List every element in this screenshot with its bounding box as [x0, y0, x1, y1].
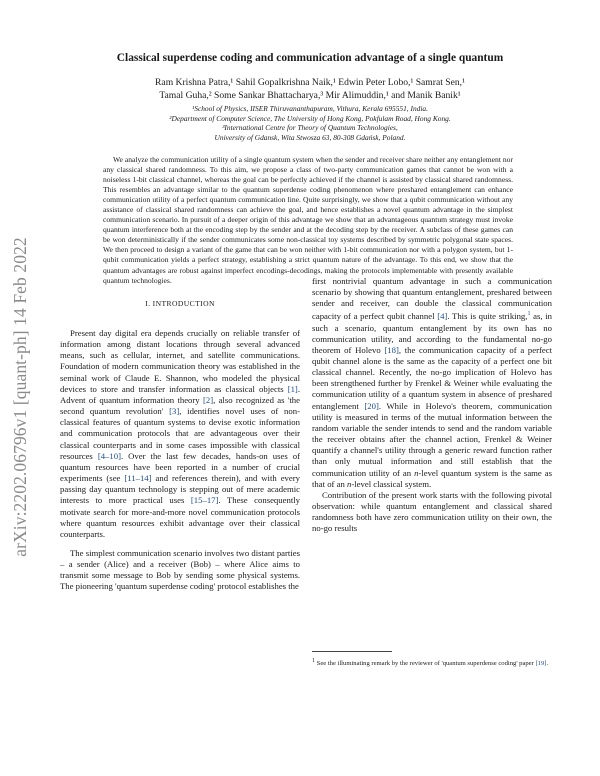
citation-link[interactable]: [15–17]: [190, 495, 219, 506]
citation-link[interactable]: [20]: [364, 400, 379, 411]
footnote: $^1$ See the illuminating remark by the reviewer of 'quantum superdense coding' paper [19].: [312, 658, 549, 668]
footnote-divider: [312, 651, 392, 652]
affiliation: ²Department of Computer Science, The University of Hong Kong, Pokfulam Road, Hong Kong.: [169, 113, 451, 123]
author-line: Tamal Guha,² Some Sankar Bhattacharya,³ Mir Alimuddin,¹ and Manik Banik¹: [159, 90, 461, 101]
citation-link[interactable]: [4–10]: [97, 450, 121, 461]
citation-link[interactable]: [19]: [535, 660, 547, 668]
affiliations: [80, 104, 540, 142]
paper-title: Classical superdense coding and communication advantage of a single quantum: [116, 52, 504, 64]
intro-paragraph: The simplest communication scenario involves two distant parties – a sender (Alice) and a receiver (Bob) – where Alice aims to transmit some message to Bob by sending some physical systems. The pioneering 'quantum superdense coding' protocol establishes the: [60, 547, 300, 592]
section-heading-introduction: I. INTRODUCTION: [145, 299, 215, 308]
affiliation: ¹School of Physics, IISER Thiruvananthapuram, Vithura, Kerala 695551, India.: [192, 104, 428, 113]
citation-link[interactable]: [2]: [202, 394, 214, 405]
affiliation: ³International Centre for Theory of Quantum Technologies,: [222, 123, 398, 133]
author-list: [80, 76, 540, 102]
citation-link[interactable]: [4]: [437, 311, 448, 322]
citation-link[interactable]: [18]: [384, 344, 399, 355]
footnote-marker[interactable]: 1: [527, 311, 531, 318]
affiliation: University of Gdansk, Wita Stwosza 63, 80-308 Gdańsk, Poland.: [214, 132, 406, 142]
intro-paragraph: Contribution of the present work starts with the following pivotal observation: while quantum entanglement and classical shared randomness both have zero communication utility on their own, the no-go results: [312, 489, 552, 534]
arxiv-identifier[interactable]: arXiv:2202.06796v1 [quant-ph] 14 Feb 2022: [10, 237, 30, 557]
intro-paragraph: first nontrivial quantum advantage in such a communication scenario by showing that quantum entanglement, preshared between sender and receiver, can double the classical communication capacity of a perfect qubit channel [4]. This is quite striking,$^1$ as, in such a scenario, quantum entanglement by its own has no communication utility, and according to the fundamental no-go theorem of Holevo [18], the communication capacity of a perfect qubit channel alone is the same as the capacity of a perfect one bit classical channel. Recently, the no-go implication of Holevo has been strengthened further by Frenkel & Weiner while evaluating the communication utility of a quantum system in absence of preshared entanglement [20]. While in Holevo's theorem, communication utility is measured in terms of the mutual information between the random variable the sender intends to send and the random variable the receiver obtains after the channel action, Frenkel & Weiner quantify a channel's utility through a generic reward function rather than only mutual information and still establish that the communication utility of an n-level quantum system is the same as that of an n-level classical system.: [312, 276, 553, 489]
intro-right-column: [312, 276, 552, 534]
author-line: Ram Krishna Patra,¹ Sahil Gopalkrishna Naik,¹ Edwin Peter Lobo,¹ Samrat Sen,¹: [155, 77, 465, 88]
citation-link[interactable]: [11–14]: [124, 473, 152, 484]
citation-link[interactable]: [1]: [287, 383, 298, 394]
citation-link[interactable]: [3]: [169, 406, 180, 417]
intro-left-column: [60, 328, 300, 593]
abstract: We analyze the communication utility of a single quantum system when the sender and receiver share neither any entanglement nor any classical shared randomness. To this aim, we propose a class of two-party communication games that cannot be won with a noiseless 1-bit classical channel, whereas the goal can be perfectly achieved if the channel is assisted by classical shared randomness. This resembles an advantage similar to the quantum superdense coding phenomenon where preshared entanglement can enhance communication utility of a perfect quantum communication line. Quite surprisingly, we show that a qubit communication without any assistance of classical shared randomness can achieve the goal, and hence establishes a novel quantum advantage in the simplest communication scenario. In pursuit of a deeper origin of this advantage we show that an advantageous quantum strategy must invoke quantum interference both at the encoding step by the sender and at the decoding step by the receiver. A subclass of these games can be won deterministically if the sender communicates some non-classical toy systems described by symmetric polygonal state spaces. We then proceed to design a variant of the game that can be won neither with 1-bit communication nor with a polygon system, but 1-qubit communication yields a perfect strategy, establishing a strict quantum nature of the advantage. To this end, we show that the quantum advantages are robust against imperfect encodings-decodings, making the protocols implementable with presently available quantum technologies.: [103, 155, 513, 285]
intro-paragraph: Present day digital era depends crucially on reliable transfer of information among distant locations through several advanced means, such as cellular, internet, and satellite communications. Foundation of modern communication theory was established in the seminal work of Claude E. Shannon, who modeled the physical devices to store and transfer information as classical objects [1]. Advent of quantum information theory [2], also recognized as 'the second quantum revolution' [3], identifies novel uses of non-classical features of quantum systems to devise exotic information and communication protocols that are advantageous over their classical counterparts and in some cases impossible with classical resources [4–10]. Over the last few decades, hands-on uses of quantum resources have been reported in a number of crucial experiments (see [11–14] and references therein), and with every passing day quantum technology is stepping out of mere academic interests to more practical uses [15–17]. These consequently motivate search for more-and-more novel communication protocols where quantum resources exhibit advantage over their classical counterparts.: [60, 328, 300, 539]
